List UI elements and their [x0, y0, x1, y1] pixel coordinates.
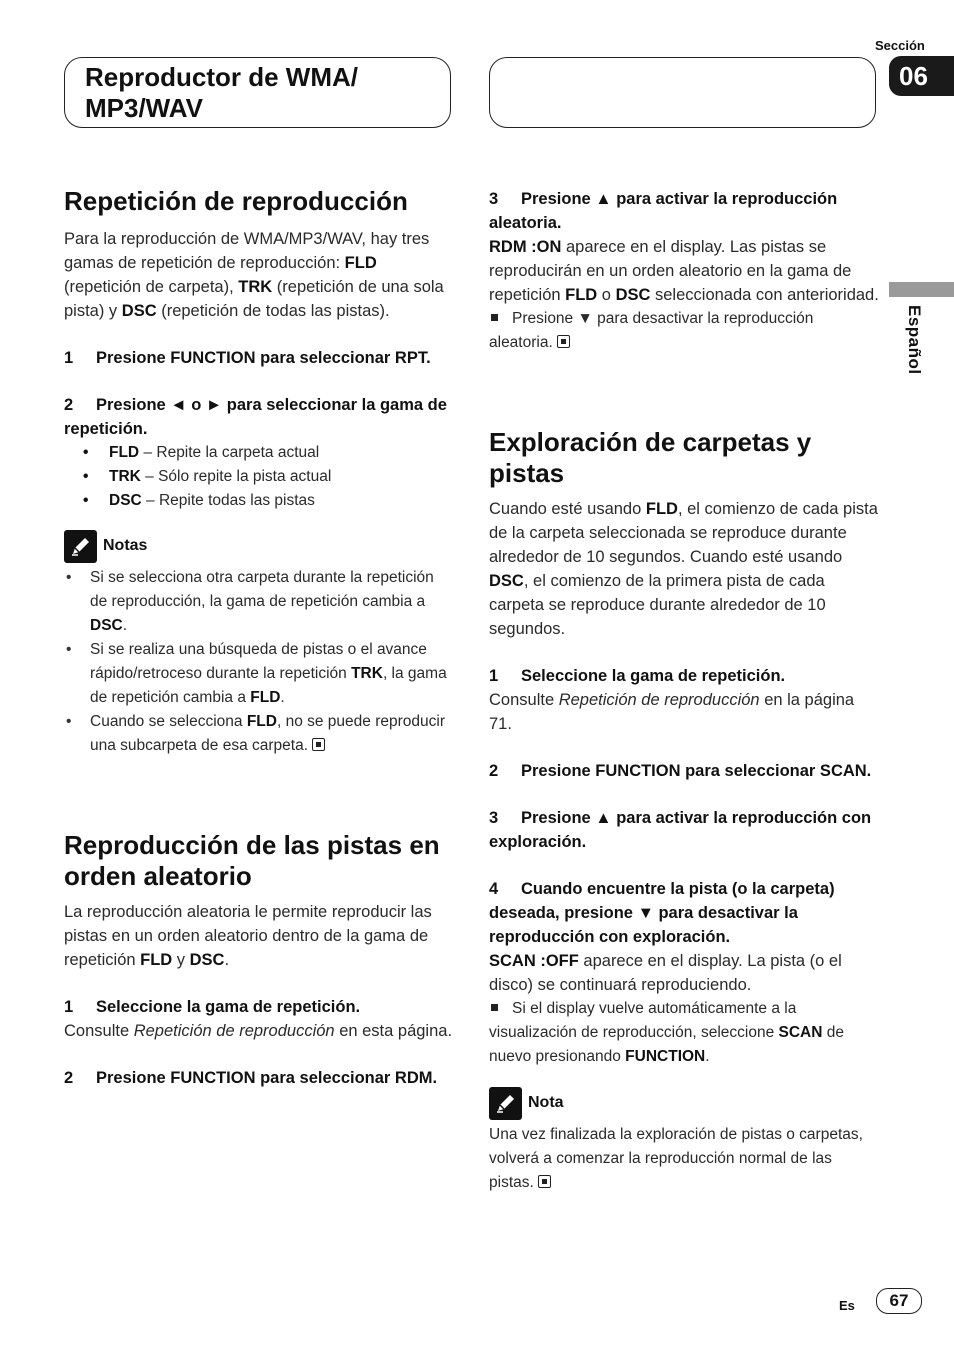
list-item: • DSC – Repite todas las pistas: [64, 489, 454, 513]
right-column: [489, 186, 879, 1195]
notes-list: [64, 566, 454, 758]
scan-step-3: 3 Presione ▲ para activar la reproducción con exploración.: [489, 809, 872, 851]
end-mark-icon: [312, 738, 325, 751]
random-step-1: 1 Seleccione la gama de repetición.: [64, 998, 361, 1016]
heading-repeat: Repetición de reproducción: [64, 186, 408, 216]
notes-title: Notas: [103, 537, 148, 554]
bullet-square-icon: [491, 314, 498, 321]
list-item: • FLD – Repite la carpeta actual: [64, 441, 454, 465]
end-mark-icon: [538, 1175, 551, 1188]
random-step-2: 2 Presione FUNCTION para seleccionar RDM.: [64, 1069, 438, 1087]
pencil-icon: [489, 1087, 522, 1120]
random-step-1-body: Consulte Repetición de reproducción en esta página.: [64, 1022, 453, 1040]
chapter-title: Reproductor de WMA/ MP3/WAV: [85, 62, 358, 123]
language-label: Español: [905, 305, 924, 375]
footer-language: Es: [839, 1298, 855, 1313]
scan-step-2: 2 Presione FUNCTION para seleccionar SCAN.: [489, 762, 872, 780]
scan-step-1: 1 Seleccione la gama de repetición.: [489, 667, 786, 685]
note-title: Nota: [528, 1094, 564, 1111]
scan-note: Una vez finalizada la exploración de pistas o carpetas, volverá a comenzar la reproducción normal de las pistas.: [489, 1126, 863, 1191]
scan-step-1-body: Consulte Repetición de reproducción en la página 71.: [489, 691, 855, 733]
repeat-options-list: [64, 441, 454, 513]
scan-step-4: 4 Cuando encuentre la pista (o la carpeta) deseada, presione ▼ para desactivar la reproducción con exploración.: [489, 880, 835, 946]
random-step-3: 3 Presione ▲ para activar la reproducción aleatoria.: [489, 190, 838, 232]
bullet-square-icon: [491, 1004, 498, 1011]
heading-scan: Exploración de carpetas y pistas: [489, 427, 812, 488]
end-mark-icon: [557, 335, 570, 348]
list-item: • Si se selecciona otra carpeta durante la repetición de reproducción, la gama de repetición cambia a DSC.: [64, 566, 454, 638]
random-step-3-body: RDM :ON aparece en el display. Las pistas se reproducirán en un orden aleatorio en la gama de repetición FLD o DSC seleccionada con anterioridad.: [489, 238, 879, 304]
list-item: • TRK – Sólo repite la pista actual: [64, 465, 454, 489]
scan-step-4-body: SCAN :OFF aparece en el display. La pista (o el disco) se continuará reproduciendo.: [489, 952, 842, 994]
repeat-step-1: 1 Presione FUNCTION para seleccionar RPT.: [64, 349, 431, 367]
list-item: • Si se realiza una búsqueda de pistas o el avance rápido/retroceso durante la repetición TRK, la gama de repetición cambia a FLD.: [64, 638, 454, 710]
random-intro: La reproducción aleatoria le permite reproducir las pistas en un orden aleatorio dentro de la gama de repetición FLD y DSC.: [64, 903, 432, 969]
notes-header: [64, 529, 454, 563]
empty-header-box: [489, 57, 876, 128]
scan-tip: Si el display vuelve automáticamente a la visualización de reproducción, seleccione SCAN de nuevo presionando FUNCTION.: [489, 1000, 844, 1065]
pencil-icon: [64, 530, 97, 563]
list-item: • Cuando se selecciona FLD, no se puede reproducir una subcarpeta de esa carpeta.: [64, 710, 454, 758]
section-label: Sección: [875, 38, 925, 53]
left-column: [64, 186, 454, 1090]
heading-random: Reproducción de las pistas en orden aleatorio: [64, 830, 440, 891]
scan-intro: Cuando esté usando FLD, el comienzo de cada pista de la carpeta seleccionada se reproduce durante alrededor de 10 segundos. Cuando esté usando DSC, el comienzo de la primera pista de cada carpeta se reproduce durante alrededor de 10 segundos.: [489, 500, 878, 638]
repeat-step-2: 2 Presione ◄ o ► para seleccionar la gama de repetición.: [64, 396, 447, 438]
page-number: 67: [876, 1288, 922, 1314]
chapter-title-box: [64, 57, 451, 128]
random-tip: Presione ▼ para desactivar la reproducción aleatoria.: [489, 310, 814, 351]
section-number-badge: 06: [889, 56, 954, 96]
language-tab-bar: [889, 282, 954, 297]
note-header: [489, 1086, 879, 1120]
repeat-intro: Para la reproducción de WMA/MP3/WAV, hay tres gamas de repetición de reproducción: FLD (repetición de carpeta), TRK (repetición de una sola pista) y DSC (repetición de todas las pistas).: [64, 230, 444, 320]
